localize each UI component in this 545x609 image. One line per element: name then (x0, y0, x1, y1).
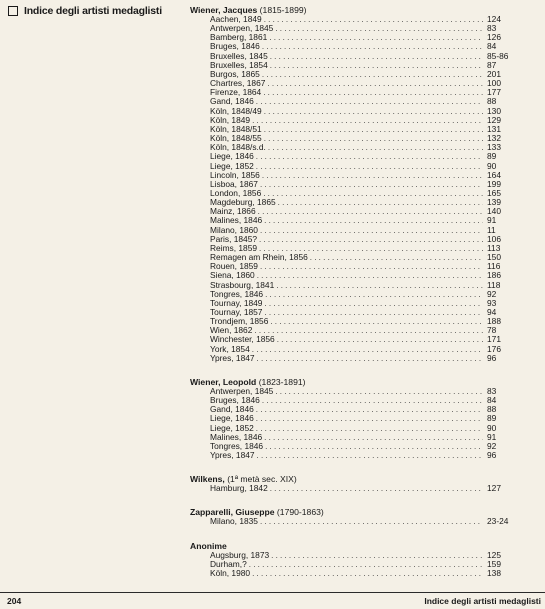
entry-place: York, 1854 (210, 343, 250, 354)
entry-place: Köln, 1980 (210, 567, 251, 578)
entry-place: Köln, 1848/s.d. (210, 142, 266, 153)
entry-page: 89 (487, 151, 497, 162)
entry-page: 91 (487, 215, 497, 226)
entry-page: 138 (487, 567, 501, 578)
entry-place: Köln, 1849 (210, 114, 251, 125)
artist-name: Wiener, Leopold (190, 376, 257, 387)
entry-place: Malines, 1846 (210, 215, 263, 226)
entry-page: 124 (487, 14, 501, 24)
section-header (8, 5, 162, 17)
dot-leader (264, 134, 483, 143)
index-entry (190, 484, 515, 493)
entry-place: Ypres, 1847 (210, 352, 255, 363)
entry-place: Ypres, 1847 (210, 450, 255, 461)
entry-place: Remagen am Rhein, 1856 (210, 252, 308, 263)
page-number: 204 (7, 596, 22, 606)
entry-place: Köln, 1848/55 (210, 133, 262, 144)
entry-page: 85-86 (487, 50, 509, 61)
entry-page: 90 (487, 422, 497, 433)
entry-page: 159 (487, 558, 501, 569)
dot-leader (276, 281, 483, 290)
dot-leader (264, 15, 483, 24)
dot-leader (267, 79, 483, 88)
dot-leader (256, 152, 483, 161)
entry-place: Liege, 1846 (210, 413, 254, 424)
entry-place: Bruxelles, 1845 (210, 50, 268, 61)
entry-page: 129 (487, 114, 501, 125)
artist-section (190, 5, 515, 363)
entry-place: Milano, 1835 (210, 516, 258, 527)
entry-page: 126 (487, 32, 501, 43)
square-bullet-icon (8, 6, 18, 16)
entry-place: Winchester, 1856 (210, 334, 275, 345)
dot-leader (264, 216, 483, 225)
artist-name: Wiener, Jacques (190, 5, 258, 15)
dot-leader (275, 24, 483, 33)
entry-place: Reims, 1859 (210, 242, 258, 253)
dot-leader (252, 116, 483, 125)
entry-place: Malines, 1846 (210, 431, 263, 442)
dot-leader (256, 414, 483, 423)
dot-leader (256, 424, 483, 433)
entry-page: 84 (487, 41, 497, 52)
entry-page: 132 (487, 133, 501, 144)
entry-place: Chartres, 1867 (210, 78, 266, 89)
entry-page: 116 (487, 261, 501, 272)
entry-place: Milano, 1860 (210, 224, 258, 235)
entry-place: Magdeburg, 1865 (210, 197, 276, 208)
entry-place: Köln, 1848/51 (210, 123, 262, 134)
entry-page: 92 (487, 288, 497, 299)
entry-page: 113 (487, 242, 501, 253)
entry-page: 188 (487, 316, 501, 327)
artist-dates: (1790-1863) (276, 507, 324, 518)
entry-place: Wien, 1862 (210, 325, 253, 336)
entry-place: Tongres, 1846 (210, 440, 264, 451)
dot-leader (275, 387, 483, 396)
dot-leader (270, 317, 483, 326)
entry-place: Durham,? (210, 558, 247, 569)
entry-place: Bruxelles, 1854 (210, 59, 268, 70)
entry-place: Bruges, 1846 (210, 41, 260, 52)
entry-place: Burgos, 1865 (210, 68, 260, 79)
entry-place: Tournay, 1857 (210, 307, 263, 317)
artist-name: Wilkens, (190, 474, 225, 485)
dot-leader (264, 299, 483, 308)
entry-place: Rouen, 1859 (210, 261, 258, 272)
artist-section (190, 377, 515, 460)
entry-page: 93 (487, 297, 497, 308)
dot-leader (265, 290, 483, 299)
dot-leader (249, 560, 483, 569)
dot-leader (257, 271, 483, 280)
entry-place: Tongres, 1846 (210, 288, 264, 299)
entry-page: 165 (487, 187, 501, 198)
entry-page: 186 (487, 270, 501, 281)
dot-leader (252, 569, 483, 578)
entry-page: 171 (487, 334, 501, 345)
dot-leader (256, 162, 483, 171)
dot-leader (269, 33, 483, 42)
entry-page: 100 (487, 78, 501, 89)
artist-index (190, 5, 515, 592)
dot-leader (268, 143, 483, 152)
entry-place: Antwerpen, 1845 (210, 23, 274, 34)
artist-dates: (1ª metà sec. XIX) (227, 474, 297, 485)
entry-place: Liege, 1852 (210, 422, 254, 433)
entry-place: London, 1856 (210, 187, 262, 198)
entry-place: Liege, 1852 (210, 160, 254, 171)
section-title: Indice degli artisti medaglisti (24, 5, 162, 17)
entry-place: Trondjem, 1856 (210, 316, 269, 327)
dot-leader (257, 451, 483, 460)
entry-place: Hamburg, 1842 (210, 483, 268, 494)
entry-place: Aachen, 1849 (210, 14, 262, 24)
entry-page: 131 (487, 123, 501, 134)
dot-leader (254, 326, 483, 335)
entry-place: Lisboa, 1867 (210, 178, 258, 189)
artist-name: Zapparelli, Giuseppe (190, 507, 275, 518)
dot-leader (258, 207, 483, 216)
entry-place: Gand, 1846 (210, 96, 254, 107)
entry-page: 78 (487, 325, 497, 336)
entry-place: Paris, 1845? (210, 233, 258, 244)
entry-page: 83 (487, 385, 497, 396)
entry-page: 11 (487, 224, 496, 235)
entry-page: 89 (487, 413, 497, 424)
dot-leader (265, 442, 483, 451)
entry-page: 106 (487, 233, 501, 244)
entry-page: 139 (487, 197, 501, 208)
entry-page: 96 (487, 450, 497, 461)
dot-leader (270, 61, 483, 70)
dot-leader (260, 226, 483, 235)
entry-page: 201 (487, 68, 501, 79)
entry-place: Tournay, 1849 (210, 297, 263, 308)
entry-page: 176 (487, 343, 501, 354)
entry-place: Liege, 1846 (210, 151, 254, 162)
dot-leader (310, 253, 483, 262)
artist-dates: (1815-1899) (259, 5, 307, 15)
dot-leader (256, 97, 483, 106)
entry-page: 199 (487, 178, 501, 189)
entry-place: Antwerpen, 1845 (210, 385, 274, 396)
artist-name: Anonime (190, 540, 227, 551)
dot-leader (270, 52, 483, 61)
artist-section (190, 474, 515, 493)
entry-page: 130 (487, 105, 501, 116)
entry-page: 92 (487, 440, 497, 451)
page-footer (0, 592, 545, 609)
dot-leader (262, 171, 483, 180)
dot-leader (252, 345, 483, 354)
dot-leader (277, 335, 483, 344)
entry-page: 90 (487, 160, 497, 171)
entry-page: 84 (487, 395, 497, 406)
entry-page: 133 (487, 142, 501, 153)
dot-leader (259, 235, 483, 244)
entry-place: Strasbourg, 1841 (210, 279, 275, 290)
entry-place: Bruges, 1846 (210, 395, 260, 406)
artist-dates: (1823-1891) (258, 376, 306, 387)
entry-page: 140 (487, 206, 501, 217)
entry-page: 127 (487, 483, 501, 494)
entry-page: 164 (487, 169, 501, 180)
entry-page: 88 (487, 404, 497, 415)
entry-place: Bamberg, 1861 (210, 32, 268, 43)
dot-leader (264, 107, 483, 116)
entry-page: 150 (487, 252, 501, 263)
dot-leader (262, 396, 483, 405)
dot-leader (262, 42, 483, 51)
footer-title: Indice degli artisti medaglisti (424, 596, 541, 606)
entry-page: 91 (487, 431, 497, 442)
entry-page: 125 (487, 549, 501, 560)
entry-place: Augsburg, 1873 (210, 549, 270, 560)
entry-page: 83 (487, 23, 497, 34)
dot-leader (278, 198, 483, 207)
entry-place: Köln, 1848/49 (210, 105, 262, 116)
dot-leader (271, 551, 483, 560)
entry-page: 96 (487, 352, 497, 363)
entry-place: Siena, 1860 (210, 270, 255, 281)
index-entry (190, 517, 515, 526)
dot-leader (260, 180, 483, 189)
entry-page: 87 (487, 59, 497, 70)
dot-leader (262, 70, 483, 79)
entry-page: 118 (487, 279, 501, 290)
index-entry (190, 569, 515, 578)
artist-section (190, 541, 515, 578)
dot-leader (257, 354, 483, 363)
entry-place: Mainz, 1866 (210, 206, 256, 217)
dot-leader (256, 405, 483, 414)
entry-page: 23-24 (487, 516, 509, 527)
index-entry (190, 354, 515, 363)
entry-place: Firenze, 1864 (210, 87, 262, 98)
entry-page: 88 (487, 96, 497, 107)
entry-page: 94 (487, 307, 497, 317)
dot-leader (263, 88, 483, 97)
dot-leader (260, 262, 483, 271)
entry-place: Lincoln, 1856 (210, 169, 260, 180)
dot-leader (264, 308, 483, 317)
dot-leader (264, 433, 483, 442)
artist-heading (190, 541, 515, 551)
entry-page: 177 (487, 87, 501, 98)
entry-place: Gand, 1846 (210, 404, 254, 415)
dot-leader (270, 484, 483, 493)
dot-leader (264, 125, 483, 134)
index-entry (190, 451, 515, 460)
artist-section (190, 507, 515, 526)
dot-leader (260, 517, 483, 526)
dot-leader (263, 189, 483, 198)
